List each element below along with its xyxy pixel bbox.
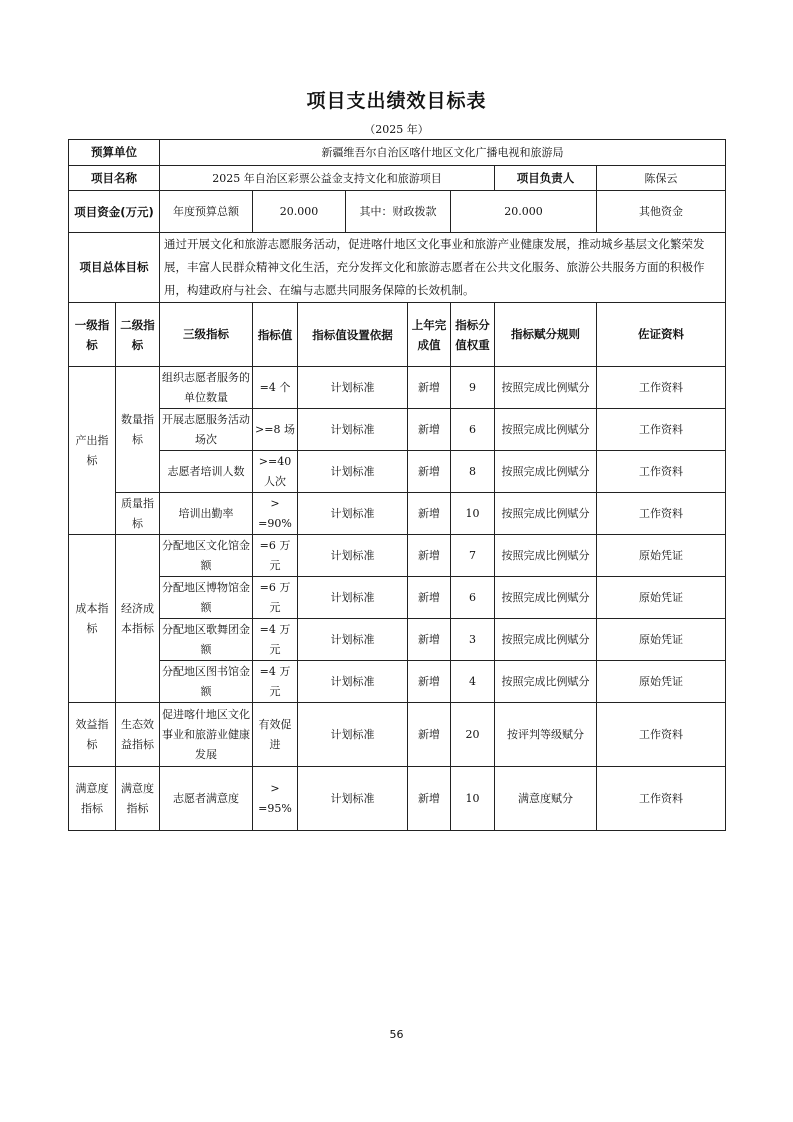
- indicator-basis: 计划标准: [298, 367, 408, 409]
- project-name-value: 2025 年自治区彩票公益金支持文化和旅游项目: [160, 166, 495, 191]
- indicator-value: =4 个: [253, 367, 298, 409]
- indicator-weight: 10: [451, 493, 495, 535]
- indicator-name: 分配地区文化馆金额: [160, 535, 253, 577]
- indicator-last-year: 新增: [408, 767, 451, 831]
- table-row: [69, 619, 726, 661]
- performance-table: [68, 139, 726, 831]
- table-row: [69, 367, 726, 409]
- col-level1-header: 一级指标: [69, 303, 116, 367]
- indicator-rule: 按照完成比例赋分: [495, 619, 597, 661]
- col-level3-header: 三级指标: [160, 303, 253, 367]
- indicator-name: 分配地区图书馆金额: [160, 661, 253, 703]
- table-row: [69, 493, 726, 535]
- year-label: （2025 年）: [364, 123, 429, 136]
- budget-unit-value: 新疆维吾尔自治区喀什地区文化广播电视和旅游局: [160, 140, 726, 166]
- indicator-basis: 计划标准: [298, 409, 408, 451]
- indicator-weight: 20: [451, 703, 495, 767]
- page-title: 项目支出绩效目标表: [306, 90, 487, 112]
- col-level2-header: 二级指标: [116, 303, 160, 367]
- indicator-name: 志愿者培训人数: [160, 451, 253, 493]
- indicator-evidence: 原始凭证: [597, 619, 726, 661]
- group-cost: 成本指标: [69, 535, 116, 703]
- page-number: 56: [389, 1028, 404, 1041]
- overall-goal-text: 通过开展文化和旅游志愿服务活动，促进喀什地区文化事业和旅游产业健康发展，推动城乡基层文化繁荣发展，丰富人民群众精神文化生活，充分发挥文化和旅游志愿者在公共文化服务、旅游公共服务方面的积极作用，构建政府与社会、在编与志愿共同服务保障的长效机制。: [160, 233, 726, 303]
- fiscal-allocation-label: 其中：财政拨款: [346, 191, 451, 233]
- indicator-weight: 8: [451, 451, 495, 493]
- indicator-value: 有效促进: [253, 703, 298, 767]
- indicator-value: =6 万元: [253, 577, 298, 619]
- indicator-last-year: 新增: [408, 451, 451, 493]
- group-satisfaction-sub: 满意度指标: [116, 767, 160, 831]
- indicator-name: 促进喀什地区文化事业和旅游业健康发展: [160, 703, 253, 767]
- indicator-basis: 计划标准: [298, 619, 408, 661]
- indicator-rule: 按照完成比例赋分: [495, 535, 597, 577]
- overall-goal-label: 项目总体目标: [69, 233, 160, 303]
- project-name-label: 项目名称: [69, 166, 160, 191]
- indicator-evidence: 工作资料: [597, 367, 726, 409]
- indicator-evidence: 工作资料: [597, 409, 726, 451]
- indicator-rule: 按照完成比例赋分: [495, 661, 597, 703]
- indicator-weight: 6: [451, 577, 495, 619]
- indicator-name: 开展志愿服务活动场次: [160, 409, 253, 451]
- indicator-rule: 按照完成比例赋分: [495, 367, 597, 409]
- indicator-last-year: 新增: [408, 577, 451, 619]
- table-row: [69, 703, 726, 767]
- indicator-last-year: 新增: [408, 661, 451, 703]
- group-quality: 质量指标: [116, 493, 160, 535]
- indicator-rule: 按照完成比例赋分: [495, 577, 597, 619]
- indicator-rule: 按照完成比例赋分: [495, 451, 597, 493]
- table-row: [69, 409, 726, 451]
- table-row: [69, 451, 726, 493]
- col-basis-header: 指标值设置依据: [298, 303, 408, 367]
- annual-budget-label: 年度预算总额: [160, 191, 253, 233]
- indicator-rule: 满意度赋分: [495, 767, 597, 831]
- col-rule-header: 指标赋分规则: [495, 303, 597, 367]
- fiscal-allocation-value: 20.000: [451, 191, 597, 233]
- group-benefit: 效益指标: [69, 703, 116, 767]
- indicator-name: 志愿者满意度: [160, 767, 253, 831]
- project-funds-label: 项目资金(万元): [69, 191, 160, 233]
- budget-unit-label: 预算单位: [69, 140, 160, 166]
- indicator-evidence: 原始凭证: [597, 661, 726, 703]
- table-row: [69, 577, 726, 619]
- annual-budget-value: 20.000: [253, 191, 346, 233]
- table-row: [69, 661, 726, 703]
- indicator-name: 分配地区博物馆金额: [160, 577, 253, 619]
- table-row: [69, 535, 726, 577]
- indicator-weight: 6: [451, 409, 495, 451]
- indicator-rule: 按评判等级赋分: [495, 703, 597, 767]
- indicator-basis: 计划标准: [298, 661, 408, 703]
- indicator-value: >=40 人次: [253, 451, 298, 493]
- indicator-evidence: 工作资料: [597, 451, 726, 493]
- indicator-basis: 计划标准: [298, 703, 408, 767]
- indicator-evidence: 工作资料: [597, 703, 726, 767]
- other-funds-label: 其他资金: [597, 191, 726, 233]
- indicator-weight: 4: [451, 661, 495, 703]
- indicator-weight: 10: [451, 767, 495, 831]
- col-weight-header: 指标分值权重: [451, 303, 495, 367]
- indicator-weight: 9: [451, 367, 495, 409]
- indicator-last-year: 新增: [408, 619, 451, 661]
- indicator-rule: 按照完成比例赋分: [495, 493, 597, 535]
- indicator-evidence: 原始凭证: [597, 535, 726, 577]
- indicator-value: > =90%: [253, 493, 298, 535]
- indicator-evidence: 原始凭证: [597, 577, 726, 619]
- group-output: 产出指标: [69, 367, 116, 535]
- indicator-basis: 计划标准: [298, 451, 408, 493]
- group-satisfaction: 满意度指标: [69, 767, 116, 831]
- indicator-last-year: 新增: [408, 493, 451, 535]
- indicator-weight: 7: [451, 535, 495, 577]
- group-quantity: 数量指标: [116, 367, 160, 493]
- project-manager-value: 陈保云: [597, 166, 726, 191]
- indicator-basis: 计划标准: [298, 493, 408, 535]
- indicator-evidence: 工作资料: [597, 493, 726, 535]
- indicator-value: > =95%: [253, 767, 298, 831]
- indicator-weight: 3: [451, 619, 495, 661]
- table-row: [69, 767, 726, 831]
- indicator-name: 分配地区歌舞团金额: [160, 619, 253, 661]
- project-manager-label: 项目负责人: [495, 166, 597, 191]
- indicator-basis: 计划标准: [298, 577, 408, 619]
- indicator-value: =6 万元: [253, 535, 298, 577]
- indicator-last-year: 新增: [408, 409, 451, 451]
- col-last-year-header: 上年完成值: [408, 303, 451, 367]
- indicator-name: 组织志愿者服务的单位数量: [160, 367, 253, 409]
- indicator-basis: 计划标准: [298, 767, 408, 831]
- col-value-header: 指标值: [253, 303, 298, 367]
- group-eco-benefit: 生态效益指标: [116, 703, 160, 767]
- indicator-last-year: 新增: [408, 535, 451, 577]
- indicator-name: 培训出勤率: [160, 493, 253, 535]
- indicator-value: >=8 场: [253, 409, 298, 451]
- group-economic-cost: 经济成本指标: [116, 535, 160, 703]
- indicator-basis: 计划标准: [298, 535, 408, 577]
- indicator-value: =4 万元: [253, 661, 298, 703]
- indicator-last-year: 新增: [408, 367, 451, 409]
- indicator-rule: 按照完成比例赋分: [495, 409, 597, 451]
- indicator-last-year: 新增: [408, 703, 451, 767]
- indicator-evidence: 工作资料: [597, 767, 726, 831]
- col-evidence-header: 佐证资料: [597, 303, 726, 367]
- indicator-value: =4 万元: [253, 619, 298, 661]
